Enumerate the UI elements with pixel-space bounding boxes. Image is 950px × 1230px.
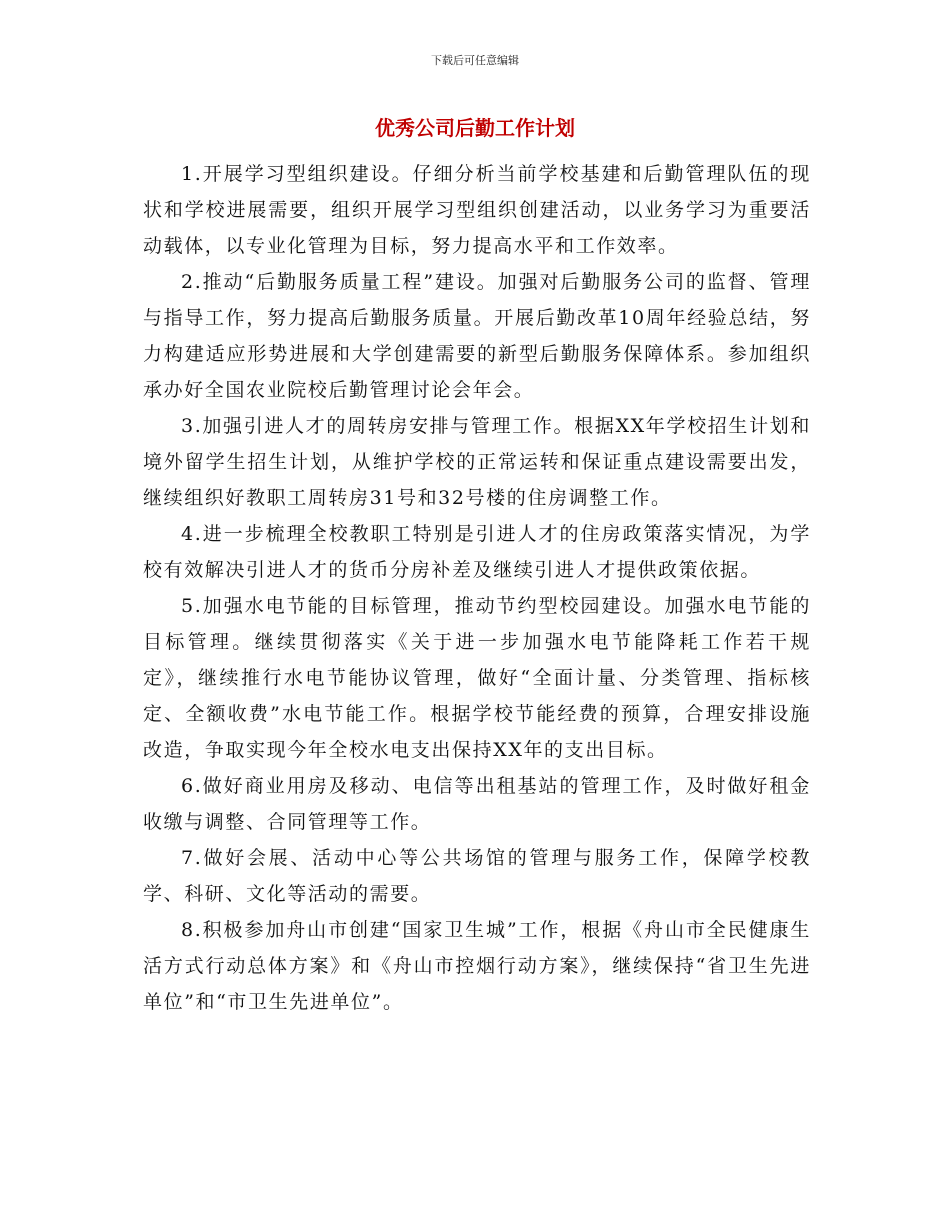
header-note: 下载后可任意编辑 xyxy=(431,54,519,67)
document-body xyxy=(143,156,811,1020)
paragraph-8: 8.积极参加舟山市创建“国家卫生城”工作，根据《舟山市全民健康生活方式行动总体方案》和《舟山市控烟行动方案》，继续保持“省卫生先进单位”和“市卫生先进单位”。 xyxy=(143,919,811,1013)
document-title: 优秀公司后勤工作计划 xyxy=(375,116,575,140)
paragraph-7: 7.做好会展、活动中心等公共场馆的管理与服务工作，保障学校教学、科研、文化等活动的需要。 xyxy=(143,847,811,905)
paragraph-3: 3.加强引进人才的周转房安排与管理工作。根据XX年学校招生计划和境外留学生招生计划，从维护学校的正常运转和保证重点建设需要出发，继续组织好教职工周转房31号和32号楼的住房调整工作。 xyxy=(143,415,811,509)
paragraph-6: 6.做好商业用房及移动、电信等出租基站的管理工作，及时做好租金收缴与调整、合同管理等工作。 xyxy=(143,775,811,833)
paragraph-4: 4.进一步梳理全校教职工特别是引进人才的住房政策落实情况，为学校有效解决引进人才的货币分房补差及继续引进人才提供政策依据。 xyxy=(143,523,811,581)
paragraph-1: 1.开展学习型组织建设。仔细分析当前学校基建和后勤管理队伍的现状和学校进展需要，组织开展学习型组织创建活动，以业务学习为重要活动载体，以专业化管理为目标，努力提高水平和工作效率。 xyxy=(143,163,811,257)
paragraph-5: 5.加强水电节能的目标管理，推动节约型校园建设。加强水电节能的目标管理。继续贯彻落实《关于进一步加强水电节能降耗工作若干规定》，继续推行水电节能协议管理，做好“全面计量、分类管理、指标核定、全额收费”水电节能工作。根据学校节能经费的预算，合理安排设施改造，争取实现今年全校水电支出保持XX年的支出目标。 xyxy=(143,595,811,761)
paragraph-2: 2.推动“后勤服务质量工程”建设。加强对后勤服务公司的监督、管理与指导工作，努力提高后勤服务质量。开展后勤改革10周年经验总结，努力构建适应形势进展和大学创建需要的新型后勤服务保障体系。参加组织承办好全国农业院校后勤管理讨论会年会。 xyxy=(143,271,811,401)
